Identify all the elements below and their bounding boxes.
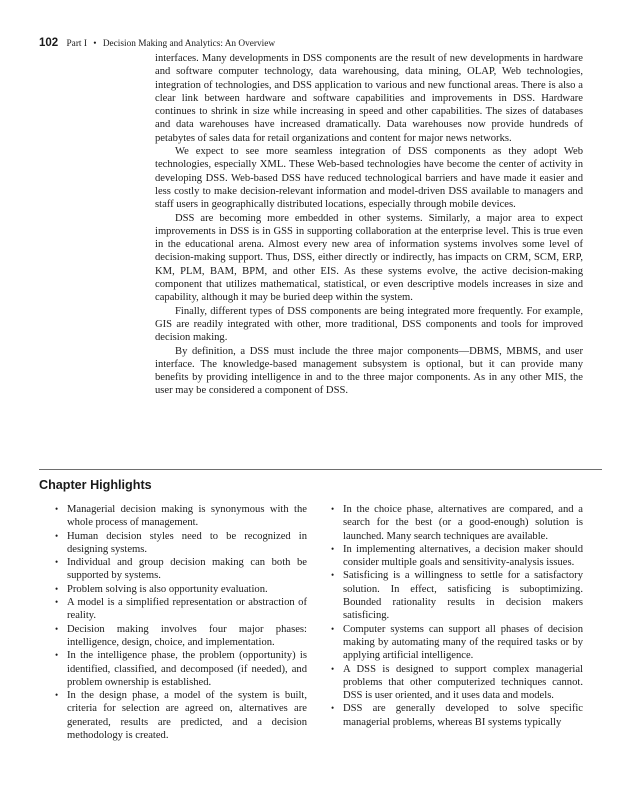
highlight-item — [55, 556, 307, 583]
body-paragraph: interfaces. Many developments in DSS components are the result of new developments in hardware and software computer technology, data warehousing, data mining, OLAP, Web technologies, integration of technologies, and DSS application to various and new functional areas. There is also a clear link between hardware and software capabilities and improvements in DSS. Hardware continues to shrink in size while increasing in speed and other capabilities. The sizes of databases and data warehouses have increased dramatically. Data warehouses now provide hundreds of petabytes of sales data for retail organizations and content for major news networks. — [155, 53, 583, 144]
highlight-text: Computer systems can support all phases of decision making by automating many of the required tasks or by applying artificial intelligence. — [343, 623, 583, 662]
highlight-item — [55, 583, 307, 596]
bullet-icon: • — [55, 623, 59, 634]
bullet-icon: • — [331, 570, 335, 581]
highlight-text: Decision making involves four major phases: intelligence, design, choice, and implementation. — [67, 623, 307, 648]
body-paragraph: By definition, a DSS must include the three major components—DBMS, MBMS, and user interface. The knowledge-based management subsystem is optional, but it can provide many benefits by providing intelligence in and to the three major components. As in any other MIS, the user may be considered a component of DSS. — [155, 345, 583, 397]
bullet-icon: • — [55, 650, 59, 661]
highlight-item — [55, 623, 307, 650]
bullet-icon: • — [55, 504, 59, 514]
chapter-highlights-heading: Chapter Highlights — [39, 478, 152, 492]
highlight-text: DSS are generally developed to solve specific managerial problems, whereas BI systems typically — [343, 703, 583, 728]
highlights-right-column — [331, 503, 583, 729]
highlight-text: Satisficing is a willingness to settle for a satisfactory solution. In effect, satisficing is suboptimizing. Bounded rationality results in decision makers satisficing. — [343, 570, 583, 622]
highlight-item — [331, 543, 583, 570]
book-section-title: Decision Making and Analytics: An Overview — [102, 39, 276, 49]
header-separator: • — [93, 39, 97, 49]
bullet-icon: • — [55, 597, 59, 608]
highlight-text: In the intelligence phase, the problem (opportunity) is identified, classified, and decomposed (if needed), and problem ownership is established. — [67, 650, 307, 688]
bullet-icon: • — [331, 623, 335, 634]
highlight-text: In the choice phase, alternatives are compared, and a search for the best (or a good-enough) solution is launched. Many search techniques are available. — [343, 504, 583, 542]
highlight-item — [331, 663, 583, 703]
highlight-item — [331, 503, 583, 543]
highlight-item — [55, 503, 307, 530]
highlight-item — [55, 689, 307, 742]
body-paragraph: DSS are becoming more embedded in other systems. Similarly, a major area to expect improvements in DSS is in GSS in supporting collaboration at the enterprise level. This is true even in the educational arena. Almost every new area of information systems involves some level of decision-making support. Thus, DSS, either directly or indirectly, has impacts on CRM, SCM, ERP, KM, PLM, BAM, BPM, and other EIS. As these systems evolve, the active decision-making component that utilizes mathematical, statistical, or even descriptive models increases in size and capability, although it may be buried deep within the system. — [155, 212, 583, 304]
bullet-icon: • — [331, 663, 335, 674]
body-paragraph: We expect to see more seamless integration of DSS components as they adopt Web technologies, especially XML. These Web-based technologies have become the center of activity in developing DSS. Web-based DSS have reduced technological barriers and have made it easier and less costly to make decision-relevant information and model-driven DSS available to managers and staff users in geographically distributed locations, especially through mobile devices. — [155, 146, 583, 211]
body-paragraph: Finally, different types of DSS components are being integrated more frequently. For example, GIS are readily integrated with other, more traditional, DSS components and tools for improved decision making. — [155, 305, 583, 344]
section-divider — [39, 469, 602, 470]
bullet-icon: • — [331, 703, 335, 714]
bullet-icon: • — [55, 557, 59, 568]
highlight-text: Managerial decision making is synonymous with the whole process of management. — [67, 504, 307, 529]
highlight-text: Problem solving is also opportunity evaluation. — [67, 583, 268, 595]
bullet-icon: • — [55, 690, 59, 701]
highlight-item — [55, 530, 307, 557]
highlight-text: A DSS is designed to support complex managerial problems that other computerized techniques cannot. DSS is user oriented, and it uses data and models. — [343, 663, 583, 702]
highlight-text: Individual and group decision making can both be supported by systems. — [67, 557, 307, 582]
highlight-text: Human decision styles need to be recognized in designing systems. — [67, 530, 307, 555]
bullet-icon: • — [331, 504, 335, 514]
running-header — [39, 37, 599, 50]
highlight-item — [331, 569, 583, 622]
highlight-item — [331, 702, 583, 729]
bullet-icon: • — [331, 543, 335, 554]
highlight-text: In implementing alternatives, a decision maker should consider multiple goals and sensitivity-analysis issues. — [343, 543, 583, 569]
highlight-item — [55, 596, 307, 623]
highlight-text: A model is a simplified representation or abstraction of reality. — [67, 597, 307, 622]
bullet-icon: • — [55, 583, 59, 594]
page-number: 102 — [39, 37, 59, 49]
highlight-item — [55, 649, 307, 689]
body-text — [155, 52, 583, 398]
part-label: Part I — [66, 39, 87, 49]
highlight-item — [331, 623, 583, 663]
bullet-icon: • — [55, 530, 59, 541]
highlight-text: In the design phase, a model of the system is built, criteria for selection are agreed on, alternatives are generated, results are predicted, and a decision methodology is created. — [67, 690, 307, 742]
highlights-left-column — [55, 503, 307, 742]
